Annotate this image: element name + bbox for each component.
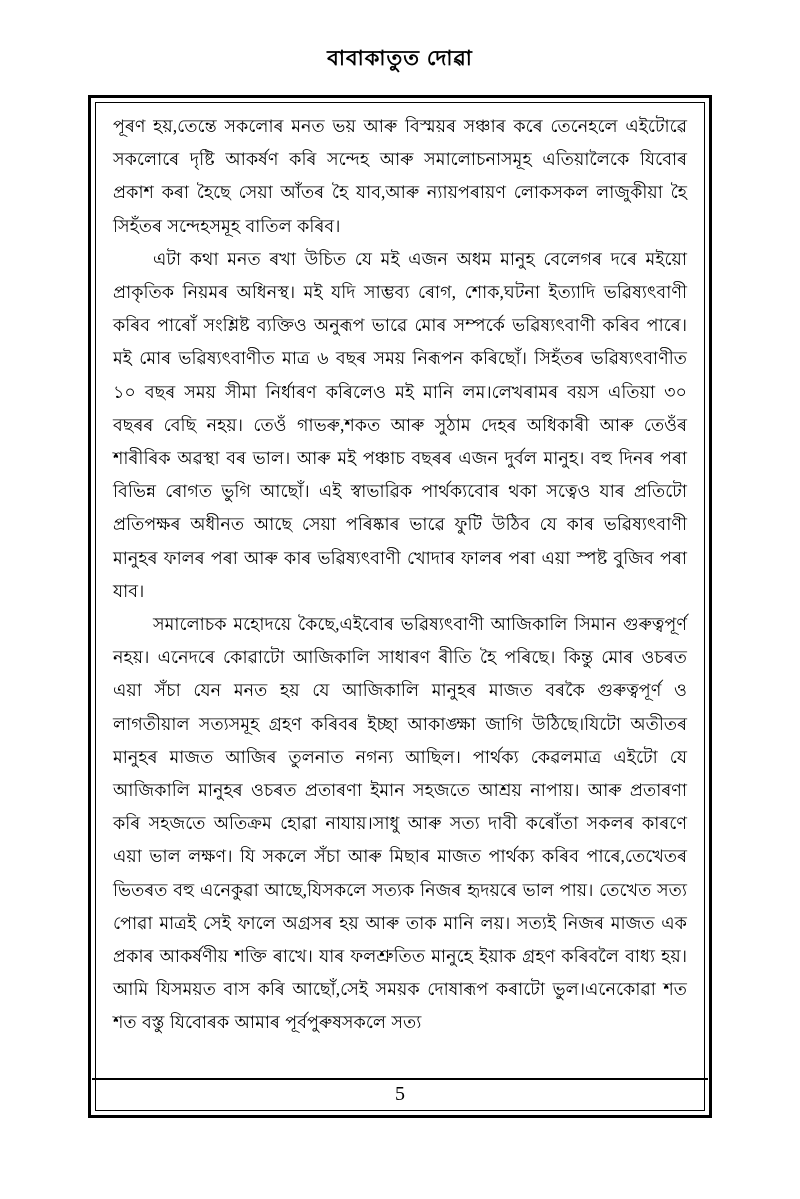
footer-divider bbox=[92, 1078, 708, 1080]
page-header-title: বাবাকাতুত দোৱা bbox=[327, 47, 473, 70]
paragraph-2: এটা কথা মনত ৰখা উচিত যে মই এজন অধম মানুহ বেলেগৰ দৰে মইয়ো প্ৰাকৃতিক নিয়মৰ অধিনস্থ। মই যদি সাম্ভব্য ৰোগ, শোক,ঘটনা ইত্যাদি ভৱিষ্যৎবাণী কৰিব পাৰোঁ সংশ্লিষ্ট ব্যক্তিও অনুৰূপ ভাৱে মোৰ সম্পৰ্কে ভৱিষ্যৎবাণী কৰিব পাৰে। মই মোৰ ভৱিষ্যৎবাণীত মাত্ৰ ৬ বছৰ সময় নিৰূপন কৰিছোঁ। সিহঁতৰ ভৱিষ্যৎবাণীত ১০ বছৰ সময় সীমা নিৰ্ধাৰণ কৰিলেও মই মানি লম।লেখৰামৰ বয়স এতিয়া ৩০ বছৰৰ বেছি নহয়। তেওঁ গাভৰু,শকত আৰু সুঠাম দেহৰ অধিকাৰী আৰু তেওঁৰ শাৰীৰিক অৱস্থা বৰ ভাল। আৰু মই পঞ্চাচ বছৰৰ এজন দুৰ্বল মানুহ। বহু দিনৰ পৰা বিভিন্ন ৰোগত ভুগি আছোঁ। এই স্বাভাৱিক পাৰ্থক্যবোৰ থকা সত্বেও যাৰ প্ৰতিটো প্ৰতিপক্ষৰ অধীনত আছে সেয়া পৰিষ্কাৰ ভাৱে ফুটি উঠিব যে কাৰ ভৱিষ্যৎবাণী মানুহৰ ফালৰ পৰা আৰু কাৰ ভৱিষ্যৎবাণী খোদাৰ ফালৰ পৰা এয়া স্পষ্ট বুজিব পৰা যাব। bbox=[113, 248, 687, 601]
page-number: 5 bbox=[395, 1083, 405, 1105]
body-text-block bbox=[103, 104, 697, 1064]
paragraph-3: সমালোচক মহোদয়ে কৈছে,এইবোৰ ভৱিষ্যৎবাণী আজিকালি সিমান গুৰুত্বপূৰ্ণ নহয়। এনেদৰে কোৱাটো আজিকালি সাধাৰণ ৰীতি হৈ পৰিছে। কিন্তু মোৰ ওচৰত এয়া সঁচা যেন মনত হয় যে আজিকালি মানুহৰ মাজত বৰকৈ গুৰুত্বপূৰ্ণ ও লাগতীয়াল সত্যসমূহ গ্ৰহণ কৰিবৰ ইচ্ছা আকাঙ্ক্ষা জাগি উঠিছে।যিটো অতীতৰ মানুহৰ মাজত আজিৰ তুলনাত নগন্য আছিল। পাৰ্থক্য কেৱলমাত্ৰ এইটো যে আজিকালি মানুহৰ ওচৰত প্ৰতাৰণা ইমান সহজতে আশ্ৰয় নাপায়। আৰু প্ৰতাৰণা কৰি সহজতে অতিক্ৰম হোৱা নাযায়।সাধু আৰু সত্য দাবী কৰোঁতা সকলৰ কাৰণে এয়া ভাল লক্ষণ। যি সকলে সঁচা আৰু মিছাৰ মাজত পাৰ্থক্য কৰিব পাৰে,তেখেতৰ ভিতৰত বহু এনেকুৱা আছে,যিসকলে সত্যক নিজৰ হৃদয়ৰে ভাল পায়। তেখেত সত্য পোৱা মাত্ৰই সেই ফালে অগ্ৰসৰ হয় আৰু তাক মানি লয়। সত্যই নিজৰ মাজত এক প্ৰকাৰ আকৰ্ষণীয় শক্তি ৰাখে। যাৰ ফলশ্ৰুতিত মানুহে ইয়াক গ্ৰহণ কৰিবলৈ বাধ্য হয়।আমি যিসময়ত বাস কৰি আছোঁ,সেই সময়ক দোষাৰূপ কৰাটো ভুল।এনেকোৱা শত শত বস্তু যিবোৰক আমাৰ পূৰ্বপুৰুষসকলে সত্য bbox=[113, 614, 687, 1033]
paragraph-1: পূৰণ হয়,তেন্তে সকলোৰ মনত ভয় আৰু বিস্ময়ৰ সঞ্চাৰ কৰে তেনেহলে এইটোৱে সকলোৰে দৃষ্টি আকৰ্ষণ কৰি সন্দেহ আৰু সমালোচনাসমূহ এতিয়ালৈকে যিবোৰ প্ৰকাশ কৰা হৈছে সেয়া আঁতৰ হৈ যাব,আৰু ন্যায়পৰায়ণ লোকসকল লাজুকীয়া হৈ সিহঁতৰ সন্দেহসমূহ বাতিল কৰিব। bbox=[113, 116, 687, 236]
